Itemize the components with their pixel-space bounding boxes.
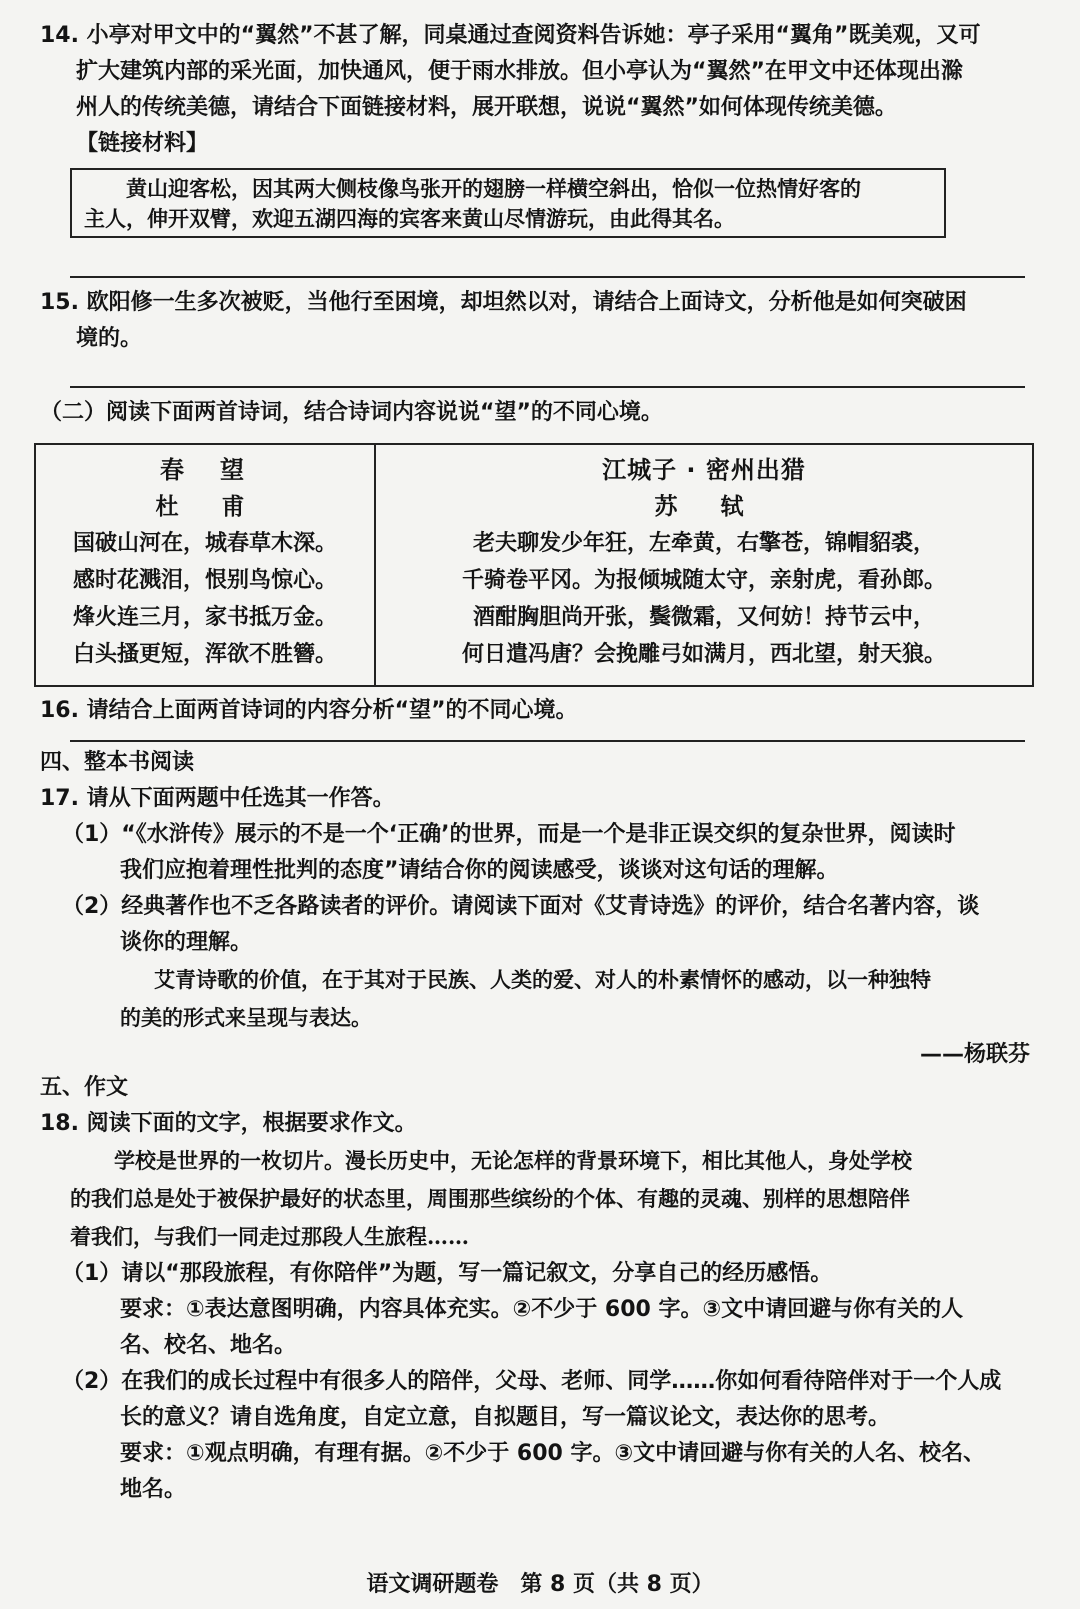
- poem-line: 感时花溅泪，恨别鸟惊心。: [72, 568, 337, 593]
- q17-option-2: （2）经典著作也不乏各路读者的评价。请阅读下面对《艾青诗选》的评价，结合名著内容，谈: [62, 894, 980, 919]
- q17-signature: ——杨联芬: [919, 1042, 1030, 1067]
- q17-option-2: 谈你的理解。: [120, 930, 253, 955]
- section-5-heading: 五、作文: [40, 1075, 129, 1100]
- q18-passage: 的我们总是处于被保护最好的状态里，周围那些缤纷的个体、有趣的灵魂、别样的思想陪伴: [70, 1186, 910, 1211]
- page-footer: 语文调研题卷 第 8 页（共 8 页）: [366, 1572, 714, 1597]
- question-18: [40, 1070, 1040, 1508]
- q18-option-1: 名、校名、地名。: [120, 1333, 297, 1358]
- answer-line: [70, 276, 1025, 278]
- poem-jiangchengzi: [376, 445, 1032, 685]
- poem-title: 春 望: [160, 456, 250, 484]
- question-15: [40, 285, 1040, 357]
- question-17: [40, 745, 1040, 1073]
- section-2-heading: （二）阅读下面两首诗词，结合诗词内容说说“望”的不同心境。: [40, 400, 663, 425]
- poem-title: 江城子 · 密州出猎: [602, 456, 806, 484]
- q18-option-2: 要求：①观点明确，有理有据。②不少于 600 字。③文中请回避与你有关的人名、校名、: [120, 1441, 986, 1466]
- material-line: 主人，伸开双臂，欢迎五湖四海的宾客来黄山尽情游玩，由此得其名。: [84, 206, 735, 231]
- q16-text: 16. 请结合上面两首诗词的内容分析“望”的不同心境。: [40, 698, 578, 723]
- answer-line: [70, 740, 1025, 742]
- q17-quote: 艾青诗歌的价值，在于其对于民族、人类的爱、对人的朴素情怀的感动，以一种独特: [154, 967, 931, 992]
- q14-line: 州人的传统美德，请结合下面链接材料，展开联想，说说“翼然”如何体现传统美德。: [76, 95, 897, 120]
- q15-line: 境的。: [76, 326, 143, 351]
- poem-chunwang: [36, 445, 376, 685]
- section-2: [40, 395, 1040, 431]
- q18-passage: 学校是世界的一枚切片。漫长历史中，无论怎样的背景环境下，相比其他人，身处学校: [114, 1148, 912, 1173]
- q17-text: 17. 请从下面两题中任选其一作答。: [40, 786, 395, 811]
- poem-line: 何日遣冯唐？会挽雕弓如满月，西北望，射天狼。: [461, 642, 946, 667]
- section-4-heading: 四、整本书阅读: [40, 750, 195, 775]
- material-label: 【链接材料】: [76, 131, 209, 156]
- poem-author: 杜 甫: [155, 494, 255, 520]
- poem-line: 老夫聊发少年狂，左牵黄，右擎苍，锦帽貂裘，: [472, 531, 935, 556]
- q18-text: 18. 阅读下面的文字，根据要求作文。: [40, 1111, 417, 1136]
- q18-option-2: 地名。: [120, 1477, 187, 1502]
- q14-line: 14. 小亭对甲文中的“翼然”不甚了解，同桌通过查阅资料告诉她：亭子采用“翼角”既美观，又可: [40, 23, 981, 48]
- q15-line: 15. 欧阳修一生多次被贬，当他行至困境，却坦然以对，请结合上面诗文，分析他是如何突破困: [40, 290, 967, 315]
- question-14: [40, 18, 1040, 162]
- q14-line: 扩大建筑内部的采光面，加快通风，便于雨水排放。但小亭认为“翼然”在甲文中还体现出滁: [76, 59, 963, 84]
- q17-option-1: （1）“《水浒传》展示的不是一个‘正确’的世界，而是一个是非正误交织的复杂世界，阅读时: [62, 822, 956, 847]
- q18-option-1: （1）请以“那段旅程，有你陪伴”为题，写一篇记叙文，分享自己的经历感悟。: [62, 1261, 833, 1286]
- poem-line: 烽火连三月，家书抵万金。: [72, 605, 337, 630]
- q18-option-1: 要求：①表达意图明确，内容具体充实。②不少于 600 字。③文中请回避与你有关的人: [120, 1297, 964, 1322]
- poem-line: 酒酣胸胆尚开张，鬓微霜，又何妨！持节云中，: [472, 605, 935, 630]
- question-16: [40, 693, 1040, 729]
- link-material-box: [70, 168, 946, 238]
- answer-line: [70, 386, 1025, 388]
- poem-author: 苏 轼: [654, 494, 754, 520]
- q17-quote: 的美的形式来呈现与表达。: [120, 1005, 372, 1030]
- poems-table: [34, 443, 1034, 687]
- poem-line: 国破山河在，城春草木深。: [72, 531, 337, 556]
- q18-option-2: （2）在我们的成长过程中有很多人的陪伴，父母、老师、同学……你如何看待陪伴对于一个人成: [62, 1369, 1002, 1394]
- q17-option-1: 我们应抱着理性批判的态度”请结合你的阅读感受，谈谈对这句话的理解。: [120, 858, 839, 883]
- q18-passage: 着我们，与我们一同走过那段人生旅程……: [70, 1224, 469, 1249]
- q18-option-2: 长的意义？请自选角度，自定立意，自拟题目，写一篇议论文，表达你的思考。: [120, 1405, 891, 1430]
- poem-line: 白头搔更短，浑欲不胜簪。: [72, 642, 337, 667]
- poem-line: 千骑卷平冈。为报倾城随太守，亲射虎，看孙郎。: [461, 568, 946, 593]
- material-line: 黄山迎客松，因其两大侧枝像鸟张开的翅膀一样横空斜出，恰似一位热情好客的: [126, 176, 861, 201]
